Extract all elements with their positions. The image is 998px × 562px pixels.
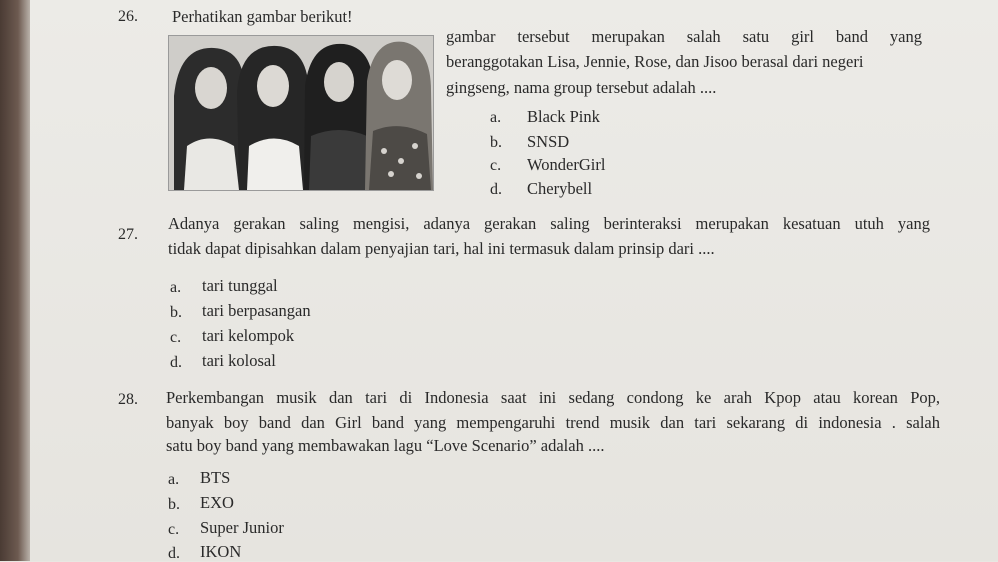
q26-option-a-text: Black Pink bbox=[527, 107, 600, 126]
q27-option-b-text: tari berpasangan bbox=[202, 301, 311, 320]
q28-number: 28. bbox=[118, 391, 138, 408]
q27-number: 27. bbox=[118, 226, 138, 243]
q27-text-line-2: tidak dapat dipisahkan dalam penyajian tari, hal ini termasuk dalam prinsip dari .... bbox=[168, 239, 715, 258]
q28-option-a-text: BTS bbox=[200, 468, 231, 487]
q27-option-c-letter: c. bbox=[170, 329, 182, 346]
q28-option-c-text: Super Junior bbox=[200, 518, 284, 537]
q28-option-b-letter: b. bbox=[168, 496, 180, 513]
q28-option-c-letter: c. bbox=[168, 521, 180, 538]
q26-option-a-letter: a. bbox=[490, 109, 502, 126]
q26-text-line-2: beranggotakan Lisa, Jennie, Rose, dan Jisoo berasal dari negeri bbox=[446, 52, 864, 71]
q27-option-b-letter: b. bbox=[170, 304, 182, 321]
q28-option-d-text: IKON bbox=[200, 542, 242, 561]
q27-option-d-letter: d. bbox=[170, 354, 182, 371]
q26-option-d-letter: d. bbox=[490, 181, 502, 198]
q27-text-line-1: Adanya gerakan saling mengisi, adanya gerakan saling berinteraksi merupakan kesatuan utuh yang bbox=[168, 214, 930, 233]
q27-option-a-text: tari tunggal bbox=[202, 276, 278, 295]
page-edge-shadow bbox=[0, 0, 30, 561]
q26-option-b-text: SNSD bbox=[527, 132, 570, 151]
q27-option-d-text: tari kolosal bbox=[202, 351, 276, 370]
q26-number: 26. bbox=[118, 8, 138, 25]
q28-text-line-3: satu boy band yang membawakan lagu “Love Scenario” adalah .... bbox=[166, 436, 605, 455]
q26-option-d-text: Cherybell bbox=[527, 179, 593, 198]
q28-option-d-letter: d. bbox=[168, 545, 180, 562]
q26-instruction: Perhatikan gambar berikut! bbox=[172, 7, 353, 26]
q26-option-c-text: WonderGirl bbox=[527, 155, 606, 174]
q27-option-c-text: tari kelompok bbox=[202, 326, 295, 345]
q26-option-b-letter: b. bbox=[490, 134, 502, 151]
q28-text-line-1: Perkembangan musik dan tari di Indonesia saat ini sedang condong ke arah Kpop atau korean Pop, bbox=[166, 388, 940, 407]
group-photo bbox=[168, 35, 434, 191]
group-photo-illustration bbox=[169, 36, 433, 190]
q28-text-line-2: banyak boy band dan Girl band yang mempengaruhi trend musik dan tari sekarang di indonesia . salah bbox=[166, 413, 940, 432]
q27-option-a-letter: a. bbox=[170, 279, 182, 296]
q28-option-a-letter: a. bbox=[168, 471, 180, 488]
q26-text-line-3: gingseng, nama group tersebut adalah .... bbox=[446, 78, 717, 97]
q28-option-b-text: EXO bbox=[200, 493, 234, 512]
q26-text-line-1: gambar tersebut merupakan salah satu girl band yang bbox=[446, 27, 922, 46]
q26-option-c-letter: c. bbox=[490, 157, 502, 174]
